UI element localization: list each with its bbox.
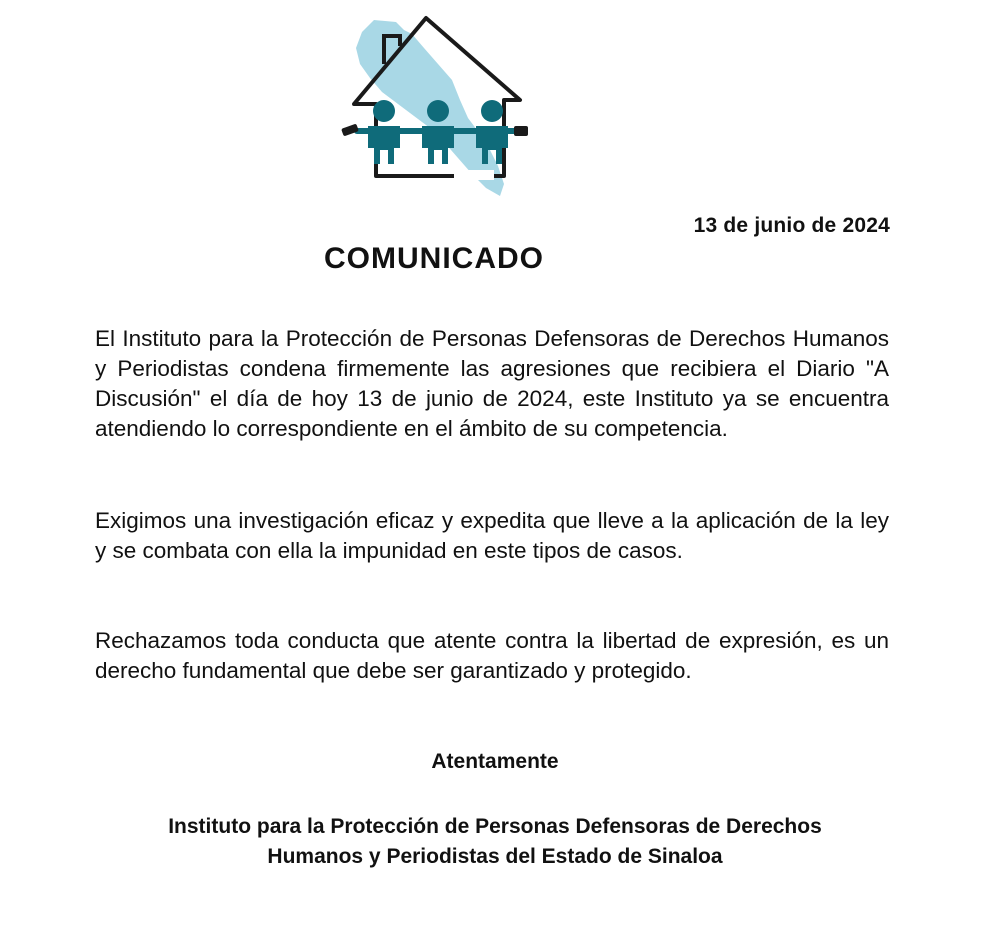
institute-logo xyxy=(334,8,534,200)
body-paragraph-2: Exigimos una investigación eficaz y expedita que lleve a la aplicación de la ley y se combata con ella la impunidad en este tipos de casos. xyxy=(95,508,889,563)
institution-signature xyxy=(0,812,990,872)
house-with-people-icon xyxy=(334,8,534,200)
camera-icon xyxy=(514,126,528,136)
document-title: COMUNICADO xyxy=(324,242,544,275)
body-paragraph-3: Rechazamos toda conducta que atente contra la libertad de expresión, es un derecho fundamental que debe ser garantizado y protegido. xyxy=(95,628,889,683)
people-figures xyxy=(354,100,524,164)
body-paragraph-1: El Instituto para la Protección de Personas Defensoras de Derechos Humanos y Periodistas condena firmemente las agresiones que recibiera el Diario "A Discusión" el día de hoy 13 de junio de 2024, este Instituto ya se encuentra atendiendo lo correspondiente en el ámbito de su competencia. xyxy=(95,326,889,441)
microphone-icon xyxy=(341,124,359,137)
institution-line-1: Instituto para la Protección de Personas Defensoras de Derechos xyxy=(168,815,822,838)
institution-line-2: Humanos y Periodistas del Estado de Sinaloa xyxy=(267,845,723,868)
document-date: 13 de junio de 2024 xyxy=(693,214,890,237)
signoff: Atentamente xyxy=(431,750,559,773)
